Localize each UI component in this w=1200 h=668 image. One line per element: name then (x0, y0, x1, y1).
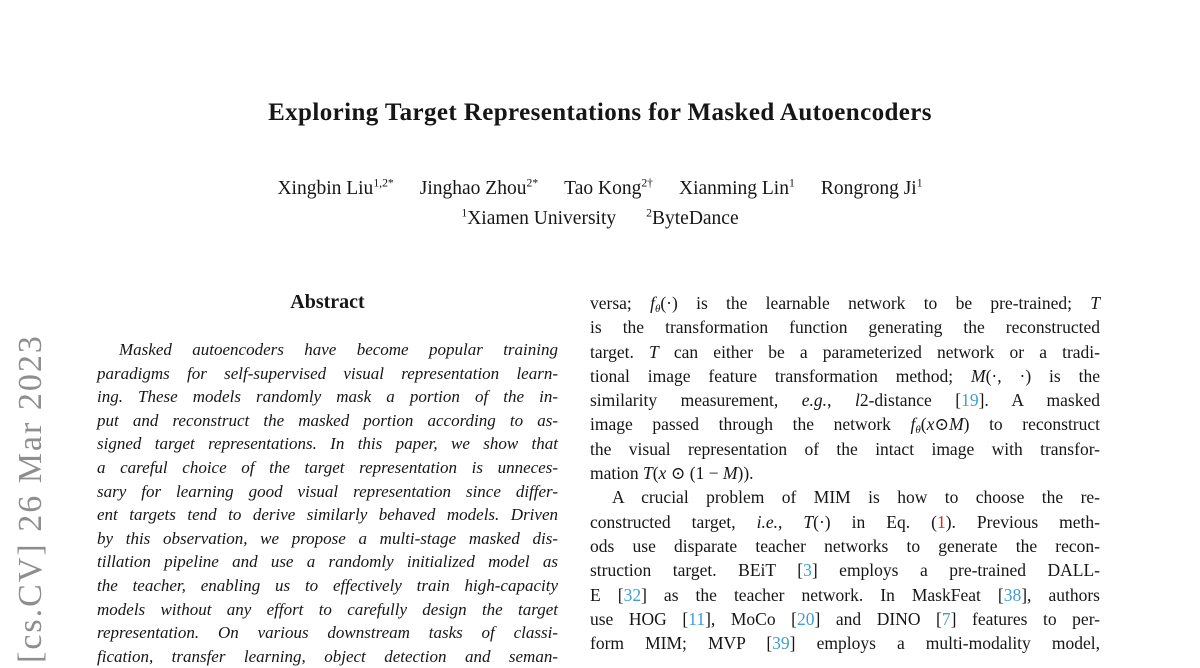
text-segment: ] features to per- (950, 608, 1100, 629)
author-name: Jinghao Zhou (419, 177, 527, 199)
text-segment: T (642, 463, 653, 484)
text-segment: f (910, 414, 916, 435)
text-segment: ). Previous meth- (945, 511, 1100, 532)
abstract-heading: Abstract (290, 291, 365, 313)
text-segment: ⊙ (1 − (666, 463, 723, 484)
text-segment: can either be a parameterized network or a tradi- (658, 341, 1100, 362)
author-superscript: 2† (641, 176, 654, 189)
text-segment: ] and DINO [ (814, 608, 942, 629)
citation-link[interactable]: 32 (623, 584, 642, 605)
citation-link[interactable]: 38 (1003, 584, 1022, 605)
text-line (590, 437, 1100, 461)
citation-link[interactable]: 3 (803, 560, 812, 581)
text-line (590, 388, 1100, 412)
text-line: ent targets tend to derive similarly behaved models. Driven (97, 505, 558, 525)
author-name: Rongrong Ji (820, 177, 917, 199)
affiliation-line (0, 206, 1200, 230)
text-line: a careful choice of the target representation is unneces- (97, 457, 558, 477)
text-segment: M (949, 414, 964, 435)
citation-link[interactable]: 11 (688, 608, 706, 629)
text-line (590, 315, 1100, 339)
text-segment: ( (652, 463, 659, 484)
text-segment: (·) in Eq. ( (813, 511, 937, 532)
author (821, 178, 923, 199)
arxiv-stamp: [cs.CV] 26 Mar 2023 (12, 334, 49, 663)
text-segment: ⊙ (934, 414, 950, 435)
text-segment: E [ (590, 584, 624, 605)
equation-ref-link[interactable]: 1 (936, 511, 946, 532)
author-name: Xianming Lin (679, 177, 789, 199)
text-line: Masked autoencoders have become popular training (119, 340, 558, 359)
affiliation-name: Xiamen University (467, 207, 617, 229)
text-segment: ] as the teacher network. In MaskFeat [ (641, 584, 1004, 605)
author (564, 178, 653, 199)
author-superscript: 1 (916, 176, 923, 189)
text-line: by this observation, we propose a multi-stage masked dis- (97, 528, 558, 548)
text-segment: θ (915, 424, 921, 437)
text-segment: x (658, 463, 667, 484)
text-line (590, 583, 1100, 607)
text-segment: ]. A masked (978, 390, 1100, 411)
text-segment: (·, ·) is the (985, 365, 1100, 386)
text-segment: ], MoCo [ (705, 608, 797, 629)
text-segment: T (803, 511, 814, 532)
body-text (590, 291, 1100, 655)
author-name: Tao Kong (564, 177, 642, 199)
text-line: representation. On various downstream tasks of classi- (97, 623, 558, 643)
text-segment: i.e. (756, 511, 778, 532)
text-segment: is the transformation function generating the reconstructed (590, 317, 1100, 338)
text-segment: M (722, 463, 738, 484)
text-segment: ods use disparate teacher networks to generate the recon- (590, 535, 1100, 556)
text-line (590, 510, 1100, 534)
text-line: put and reconstruct the masked portion according to as- (97, 410, 558, 430)
author-line (0, 176, 1200, 200)
affiliation-superscript: 1 (461, 206, 468, 219)
paper-title: Exploring Target Representations for Masked Autoencoders (268, 99, 932, 126)
text-line (590, 607, 1100, 631)
text-segment: the visual representation of the intact image with transfor- (590, 438, 1100, 459)
text-line (590, 485, 1100, 509)
text-line: sary for learning good visual representation since differ- (97, 481, 558, 501)
text-segment: T (649, 341, 659, 362)
text-segment: e.g. (801, 390, 828, 411)
text-segment: target. (590, 341, 650, 362)
text-segment: )). (737, 463, 754, 484)
abstract-text (97, 338, 558, 668)
citation-link[interactable]: 7 (941, 608, 951, 629)
text-line (590, 534, 1100, 558)
author-name: Xingbin Liu (277, 177, 374, 199)
text-segment: ], authors (1021, 584, 1100, 605)
text-segment: constructed target, (590, 511, 757, 532)
text-line (590, 412, 1100, 436)
text-segment: , (827, 390, 855, 411)
text-segment: mation (590, 463, 643, 484)
text-segment: A crucial problem of MIM is how to choose the re- (612, 487, 1100, 508)
text-line (590, 631, 1100, 655)
text-segment: ) to reconstruct (963, 414, 1101, 435)
author-superscript: 1,2* (373, 176, 394, 189)
author (420, 178, 538, 199)
text-line (590, 461, 1100, 485)
text-segment: M (971, 365, 986, 386)
text-segment: l (854, 390, 860, 411)
text-segment: (·) is the learnable network to be pre-trained; (660, 293, 1091, 313)
text-segment: form MIM; MVP [ (590, 633, 773, 654)
text-segment: f (650, 293, 655, 313)
text-segment: tional image feature transformation method; (590, 365, 972, 386)
text-segment: versa; (590, 293, 651, 313)
text-segment: 2-distance [ (859, 390, 962, 411)
text-segment: T (1090, 293, 1100, 313)
affiliation (461, 208, 616, 229)
text-line: models without any effort to carefully design the target (97, 599, 558, 619)
affiliation (646, 208, 738, 229)
author-superscript: 2* (526, 176, 539, 189)
text-line: signed target representations. In this paper, we show that (97, 434, 558, 454)
text-line: fication, transfer learning, object detection and seman- (97, 646, 558, 666)
text-line: ing. These models randomly mask a portion of the in- (97, 387, 558, 407)
citation-link[interactable]: 20 (797, 608, 815, 629)
citation-link[interactable]: 19 (961, 390, 979, 411)
author-superscript: 1 (788, 176, 795, 189)
text-line: the teacher, enabling us to effectively train high-capacity (97, 575, 558, 595)
affiliation-superscript: 2 (646, 206, 652, 219)
text-line (590, 364, 1100, 388)
affiliation-name: ByteDance (651, 207, 739, 229)
text-segment: ] employs a pre-trained DALL- (811, 560, 1101, 581)
text-line (590, 558, 1100, 582)
author (277, 178, 393, 199)
abstract-section (97, 285, 558, 666)
text-line: tillation pipeline and use a randomly initialized model as (97, 552, 558, 572)
text-segment: θ (654, 303, 661, 315)
body-text-column (590, 285, 1101, 654)
text-segment: ] employs a multi-modality model, (789, 633, 1100, 654)
citation-link[interactable]: 39 (772, 633, 790, 654)
text-segment: struction target. BEiT [ (590, 560, 804, 581)
text-segment: similarity measurement, (590, 390, 802, 411)
author (679, 178, 795, 199)
text-line (590, 340, 1100, 364)
text-segment: image passed through the network (590, 414, 911, 435)
text-segment: x (926, 414, 935, 435)
text-segment: , (778, 511, 804, 532)
text-line: paradigms for self-supervised visual representation learn- (97, 363, 558, 383)
text-segment: ( (920, 414, 927, 435)
text-line (590, 291, 1100, 315)
text-segment: use HOG [ (590, 608, 689, 629)
